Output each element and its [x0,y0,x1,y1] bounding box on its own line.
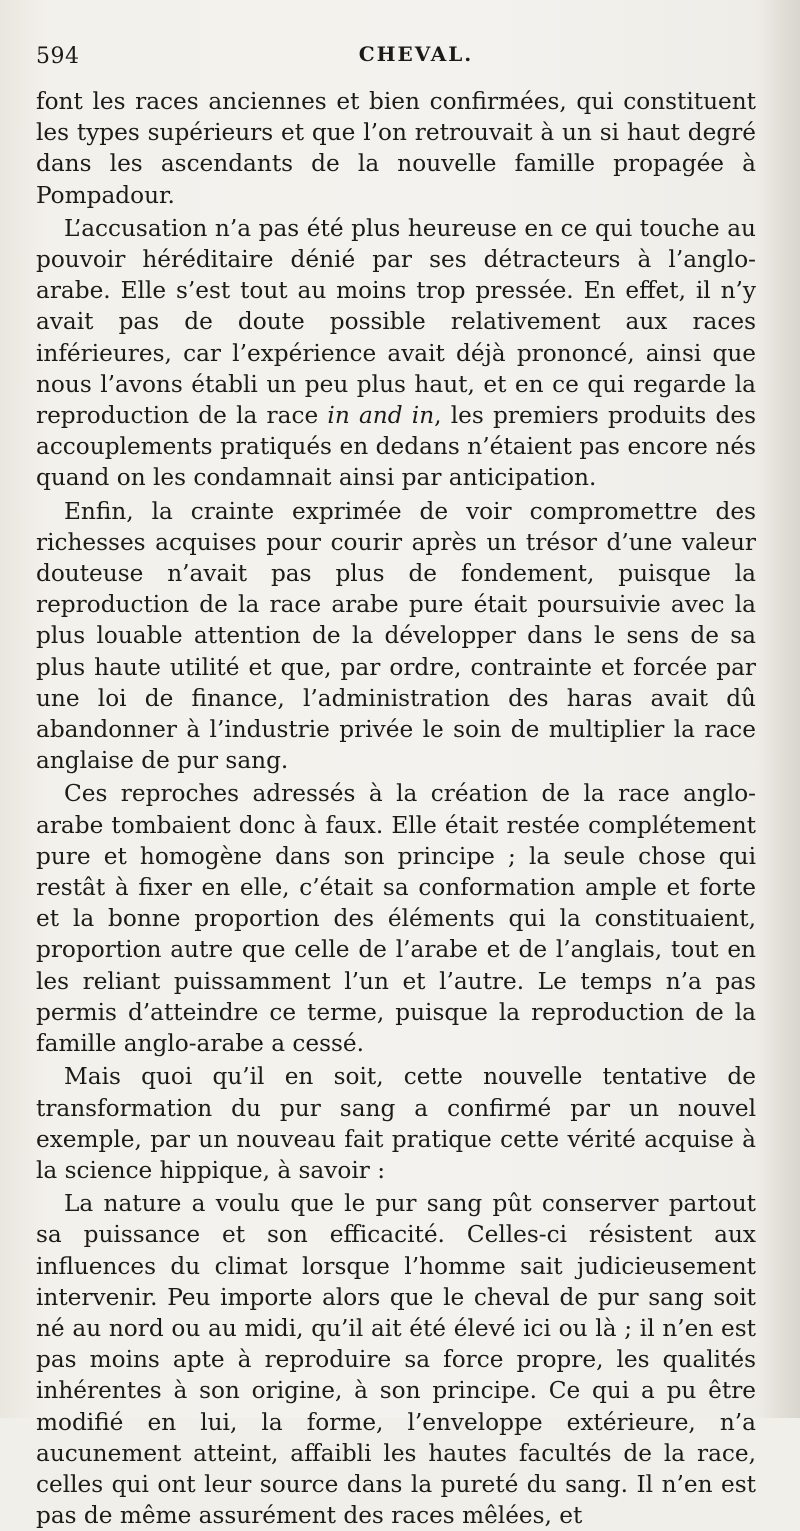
paragraph-2-part-2: , les premiers produits des accouplements pratiqués en dedans n’étaient pas encore nés quand on les condamnait ainsi par anticipation. [36,402,756,492]
paragraph-2-part-1: L’accusation n’a pas été plus heureuse en ce qui touche au pouvoir héréditaire dénié par ses détracteurs à l’anglo-arabe. Elle s’est tout au moins trop pressée. En effet, il n’y avait pas de doute possible relativement aux races inférieures, car l’expérience avait déjà prononcé, ainsi que nous l’avons établi un peu plus haut, et en ce qui regarde la reproduction de la race [36,214,756,430]
italic-phrase: in and in [327,402,435,430]
paragraph-5: Mais quoi qu’il en soit, cette nouvelle tentative de transformation du pur sang a confirmé par un nouvel exemple, par un nouveau fait pratique cette vérité acquise à la science hippique, à savoir : [36,1063,756,1184]
paragraph-2 [36,213,756,494]
paragraph-4: Ces reproches adressés à la création de la race anglo-arabe tombaient donc à faux. Elle était restée complétement pure et homogène dans son principe ; la seule chose qui restât à fixer en elle, c’était sa conformation ample et forte et la bonne proportion des éléments qui la constituaient, proportion autre que celle de l’arabe et de l’anglais, tout en les reliant puissamment l’un et l’autre. Le temps n’a pas permis d’atteindre ce terme, puisque la reproduction de la famille anglo-arabe a cessé. [36,780,756,1058]
page-edge-shadow [762,0,800,1418]
paragraph-3: Enfin, la crainte exprimée de voir compromettre des richesses acquises pour courir après un trésor d’une valeur douteuse n’avait pas plus de fondement, puisque la reproduction de la race arabe pure était poursuivie avec la plus louable attention de la développer dans le sens de sa plus haute utilité et que, par ordre, contrainte et forcée par une loi de finance, l’administration des haras avait dû abandonner à l’industrie privée le soin de multiplier la race anglaise de pur sang. [36,497,756,775]
page-header [36,40,756,80]
paragraph-1: font les races anciennes et bien confirmées, qui constituent les types supérieurs et que l’on retrouvait à un si haut degré dans les ascendants de la nouvelle famille propagée à Pompadour. [36,88,756,209]
running-head: CHEVAL. [358,42,474,66]
body-text [36,86,756,1531]
paragraph-6: La nature a voulu que le pur sang pût conserver partout sa puissance et son efficacité. Celles-ci résistent aux influences du climat lorsque l’homme sait judicieusement intervenir. Peu importe alors que le cheval de pur sang soit né au nord ou au midi, qu’il ait été élevé ici ou là ; il n’en est pas moins apte à reproduire sa force propre, les qualités inhérentes à son origine, à son principe. Ce qui a pu être modifié en lui, la forme, l’enveloppe extérieure, n’a aucunement atteint, affaibli les hautes facultés de la race, celles qui ont leur source dans la pureté du sang. Il n’en est pas de même assurément des races mêlées, et [36,1190,756,1530]
page-number: 594 [36,44,80,69]
